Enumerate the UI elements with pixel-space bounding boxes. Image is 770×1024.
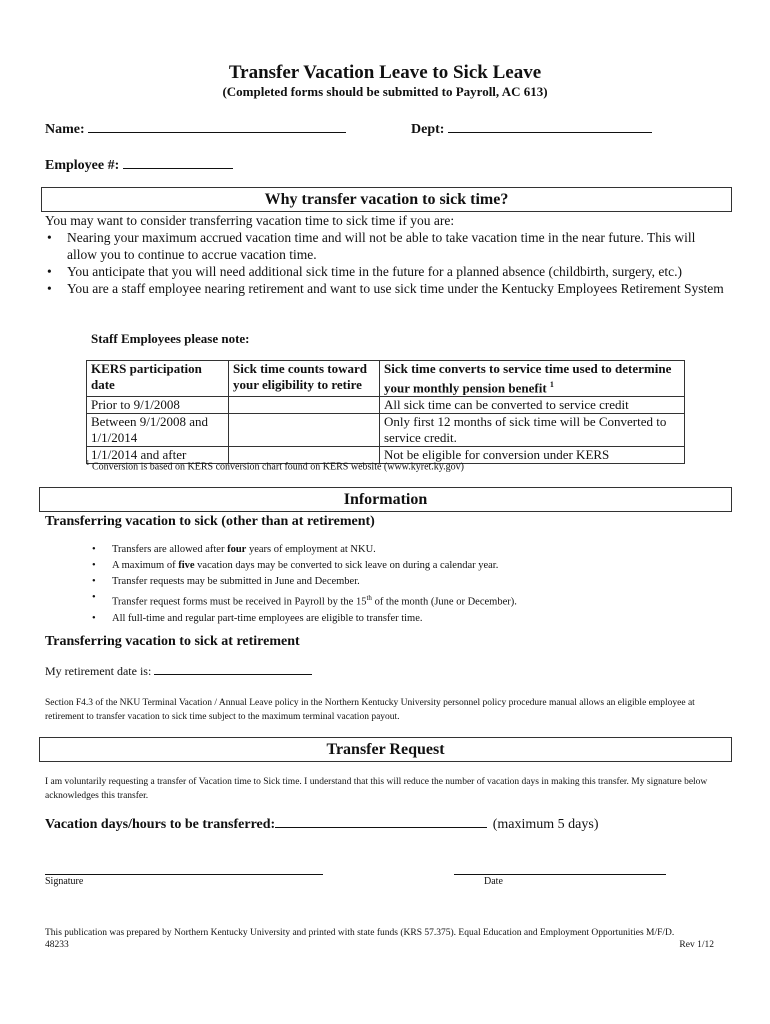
date-label: Date xyxy=(484,876,503,887)
why-section-heading: Why transfer vacation to sick time? xyxy=(41,187,732,212)
text: Transfer request forms must be received in Payroll by the 15 xyxy=(112,596,367,608)
table-cell: 1/1/2014 and after xyxy=(87,447,229,464)
signature-line[interactable] xyxy=(45,874,323,875)
header-text: Sick time converts to service time used to determine your monthly pension benefit xyxy=(384,361,672,396)
list-item: • A maximum of five vacation days may be converted to sick leave on during a calendar year. xyxy=(92,560,499,571)
why-intro: You may want to consider transferring vacation time to sick time if you are: xyxy=(45,213,455,228)
table-header-row xyxy=(87,361,685,397)
text: Transfers are allowed after xyxy=(112,544,228,555)
information-heading: Information xyxy=(39,487,732,512)
name-label: Name: xyxy=(45,122,85,137)
dept-field-row xyxy=(411,120,652,138)
employee-label: Employee #: xyxy=(45,158,120,173)
list-item: • You are a staff employee nearing retirement and want to use sick time under the Kentucky Employees Retirement System xyxy=(47,281,724,296)
table-row xyxy=(87,397,685,414)
table-cell xyxy=(229,414,380,447)
transfer-amount-row xyxy=(45,815,599,833)
footer-publication-text: This publication was prepared by Northern Kentucky University and printed with state funds (KRS 57.375). Equal Education and Employment Opportunities M/F/D. xyxy=(45,928,675,938)
employee-field-row xyxy=(45,156,233,174)
list-item: • You anticipate that you will need additional sick time in the future for a planned absence (childbirth, surgery, etc.) xyxy=(47,264,682,279)
info-bullet-list xyxy=(90,542,730,627)
retirement-date-label: My retirement date is: xyxy=(45,664,152,678)
date-line[interactable] xyxy=(454,874,666,875)
text: All full-time and regular part-time employees are eligible to transfer time. xyxy=(112,612,423,624)
table-footnote xyxy=(86,459,464,472)
table-cell: Not be eligible for conversion under KERS xyxy=(380,447,685,464)
text: years of employment at NKU. xyxy=(246,544,376,555)
transfer-amount-label: Vacation days/hours to be transferred: xyxy=(45,817,276,832)
dept-input-line[interactable] xyxy=(448,120,652,133)
form-title: Transfer Vacation Leave to Sick Leave xyxy=(228,62,542,83)
text: A maximum of xyxy=(112,560,179,571)
policy-text: Section F4.3 of the NKU Terminal Vacation / Annual Leave policy in the Northern Kentucky University personnel policy procedure manual allows an eligible employee at retirement to transfer vacation to sick time subject to the maximum terminal vacation payout. xyxy=(45,698,695,722)
footer-revision: Rev 1/12 xyxy=(679,940,714,950)
transfer-amount-max: (maximum 5 days) xyxy=(492,817,599,832)
transfer-request-heading: Transfer Request xyxy=(39,737,732,762)
employee-input-line[interactable] xyxy=(123,156,233,169)
table-cell xyxy=(229,397,380,414)
footnote-mark: 1 xyxy=(549,380,554,389)
name-input-line[interactable] xyxy=(88,120,346,133)
list-item: • Transfer requests may be submitted in June and December. xyxy=(92,576,360,587)
table-header-cell: KERS participation date xyxy=(87,361,229,397)
superscript: th xyxy=(366,594,372,602)
table-header-cell: Sick time counts toward your eligibility to retire xyxy=(229,361,380,397)
text: vacation days may be converted to sick leave on during a calendar year. xyxy=(194,560,499,571)
transfer-amount-input-line[interactable] xyxy=(275,815,487,828)
name-field-row xyxy=(45,120,346,138)
why-bullet-list xyxy=(45,229,725,297)
list-item: • Transfers are allowed after four years of employment at NKU. xyxy=(92,544,376,555)
staff-note: Staff Employees please note: xyxy=(91,331,250,346)
list-item-text: You are a staff employee nearing retirement and want to use sick time under the Kentucky Employees Retirement System xyxy=(67,281,724,296)
list-item-text: Nearing your maximum accrued vacation time and will not be able to take vacation time in the near future. This will allow you to continue to accrue vacation time. xyxy=(67,230,696,262)
list-item-text: You anticipate that you will need additional sick time in the future for a planned absence (childbirth, surgery, etc.) xyxy=(67,264,682,279)
footnote-mark: 1 xyxy=(86,459,90,467)
list-item: • Nearing your maximum accrued vacation time and will not be able to take vacation time in the near future. This will allow you to continue to accrue vacation time. xyxy=(47,230,696,262)
text: of the month (June or December). xyxy=(371,596,517,608)
table-cell: Prior to 9/1/2008 xyxy=(87,397,229,414)
signature-label: Signature xyxy=(45,876,84,887)
text: Transfer requests may be submitted in June and December. xyxy=(112,576,360,587)
retirement-date-row xyxy=(45,664,312,679)
table-cell: Between 9/1/2008 and 1/1/2014 xyxy=(87,414,229,447)
info-subheading-2: Transferring vacation to sick at retirement xyxy=(45,634,300,649)
table-cell: Only first 12 months of sick time will be Converted to service credit. xyxy=(380,414,685,447)
emphasis: four xyxy=(227,544,247,555)
kers-table xyxy=(86,360,685,464)
why-section-body xyxy=(45,212,725,297)
transfer-statement: I am voluntarily requesting a transfer of Vacation time to Sick time. I understand that this will reduce the number of vacation days in making this transfer. My signature below acknowledges this transfer. xyxy=(45,777,708,801)
footer-code: 48233 xyxy=(45,940,69,950)
footnote-text: Conversion is based on KERS conversion chart found on KERS website (www.kyret.ky.gov) xyxy=(92,461,464,473)
form-subtitle: (Completed forms should be submitted to Payroll, AC 613) xyxy=(222,84,548,99)
list-item: • Transfer request forms must be received in Payroll by the 15th of the month (June or December). xyxy=(92,592,517,608)
table-row xyxy=(87,414,685,447)
emphasis: five xyxy=(178,560,195,571)
retirement-date-input-line[interactable] xyxy=(154,664,312,675)
table-cell: All sick time can be converted to service credit xyxy=(380,397,685,414)
dept-label: Dept: xyxy=(411,122,445,137)
list-item: • All full-time and regular part-time employees are eligible to transfer time. xyxy=(92,612,423,624)
info-subheading-1: Transferring vacation to sick (other than at retirement) xyxy=(45,514,375,529)
table-header-cell xyxy=(380,361,685,397)
